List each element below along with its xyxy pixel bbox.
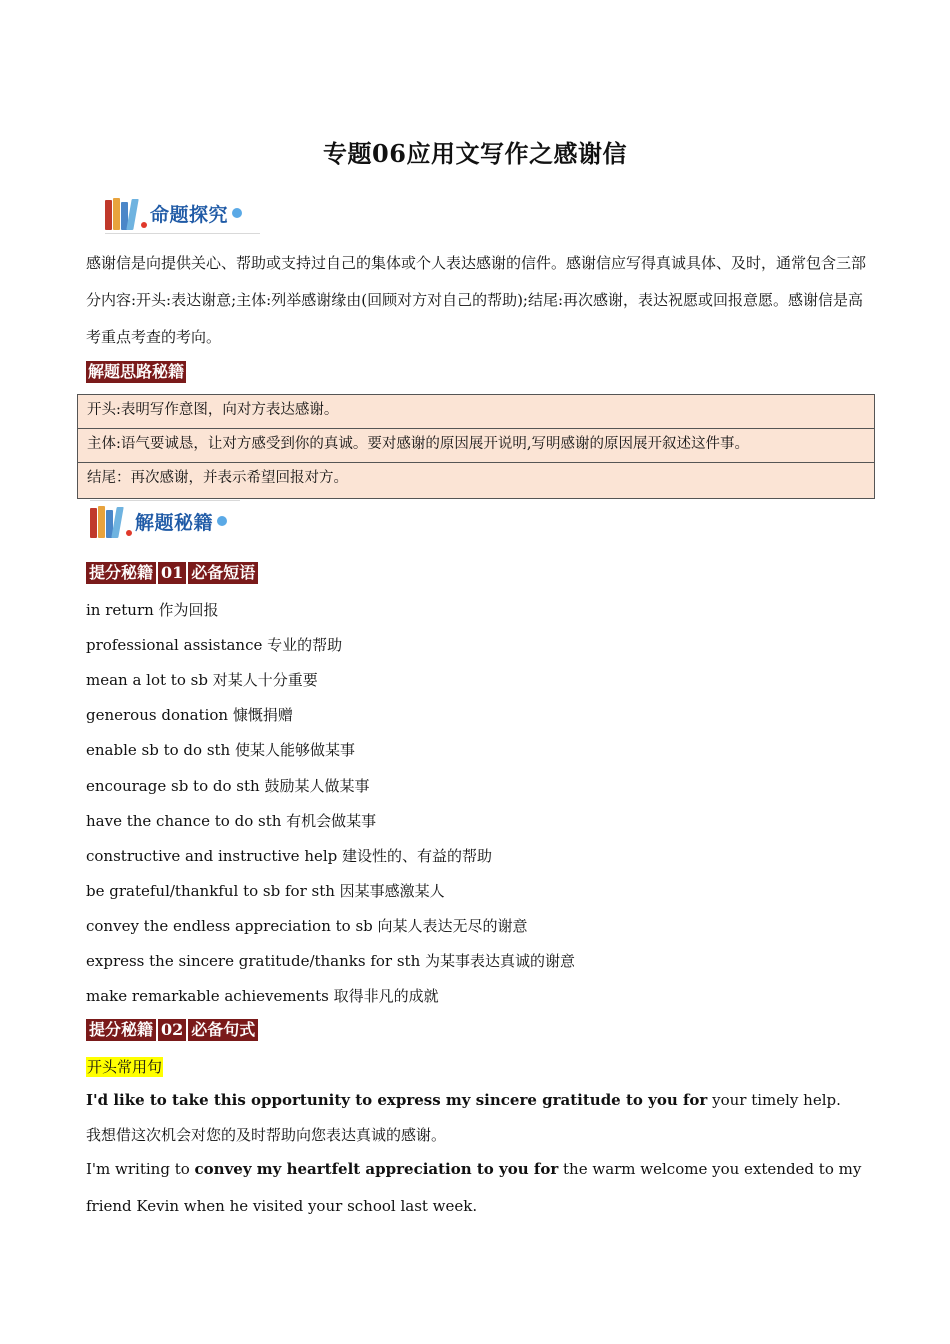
tag-label: 提分秘籍 [89,1020,154,1039]
dot-icon [141,222,147,228]
tag-label: 提分秘籍 [89,563,154,582]
tag-number: 02 [161,1020,184,1039]
phrase-item: constructive and instructive help 建设性的、有益的帮助 [86,847,493,865]
section-title: 命题探究 [150,203,229,226]
dot-icon [126,530,132,536]
tips-row: 主体:语气要诚恳，让对方感受到你的真诚。要对感谢的原因展开说明,写明感谢的原因展开叙述这件事。 [78,429,874,463]
phrase-item: convey the endless appreciation to sb 向某人表达无尽的谢意 [86,917,528,935]
sentence-rest: your timely help. [707,1091,841,1109]
phrase-item: make remarkable achievements 取得非凡的成就 [86,987,439,1005]
sentence-start: I'm writing to [86,1160,195,1178]
page-title: 专题06应用文写作之感谢信 [323,139,627,168]
tag-number: 01 [161,563,184,582]
phrase-item: have the chance to do sth 有机会做某事 [86,812,377,830]
phrase-item: be grateful/thankful to sb for sth 因某事感激某人 [86,882,445,900]
opening-label: 开头常用句 [87,1058,163,1076]
key-phrase: I'd like to take this opportunity to express my sincere gratitude to you for [86,1091,708,1109]
tag-phrases [86,562,258,584]
tips-table [77,394,875,499]
tag-topic: 必备短语 [191,563,256,582]
tips-row: 结尾：再次感谢，并表示希望回报对方。 [87,470,348,486]
books-icon [90,504,122,538]
phrase-item: in return 作为回报 [86,601,219,619]
section-divider [90,500,240,501]
dot-icon [232,208,242,218]
key-phrase: convey my heartfelt appreciation to you for [194,1160,559,1178]
sentence-rest: the warm welcome you extended to my friend Kevin when he visited your school last week. [86,1160,862,1215]
section-header-secrets [90,504,227,538]
phrase-item: express the sincere gratitude/thanks for sth 为某事表达真诚的谢意 [86,952,576,970]
phrase-item: generous donation 慷慨捐赠 [86,706,293,724]
tag-sentences [86,1019,258,1041]
phrase-item: mean a lot to sb 对某人十分重要 [86,671,318,689]
tips-row: 开头:表明写作意图，向对方表达感谢。 [78,395,874,429]
phrase-item: professional assistance 专业的帮助 [86,636,343,654]
example-sentence [86,1151,876,1225]
section-header-proposition [105,196,242,230]
sentence-translation: 我想借这次机会对您的及时帮助向您表达真诚的感谢。 [86,1126,447,1144]
dot-icon [217,516,227,526]
tag-topic: 必备句式 [191,1020,256,1039]
tips-label: 解题思路秘籍 [88,362,185,381]
section-divider [105,233,260,234]
intro-paragraph: 感谢信是向提供关心、帮助或支持过自己的集体或个人表达感谢的信件。感谢信应写得真诚具体、及时，通常包含三部分内容:开头:表达谢意;主体:列举感谢缘由(回顾对方对自己的帮助);结尾:再次感谢，表达祝愿或回报意愿。感谢信是高考重点考查的考向。 [86,254,867,346]
books-icon [105,196,137,230]
phrase-item: encourage sb to do sth 鼓励某人做某事 [86,777,370,795]
phrase-item: enable sb to do sth 使某人能够做某事 [86,741,355,759]
example-sentence [86,1082,876,1119]
section-title: 解题秘籍 [135,511,214,534]
